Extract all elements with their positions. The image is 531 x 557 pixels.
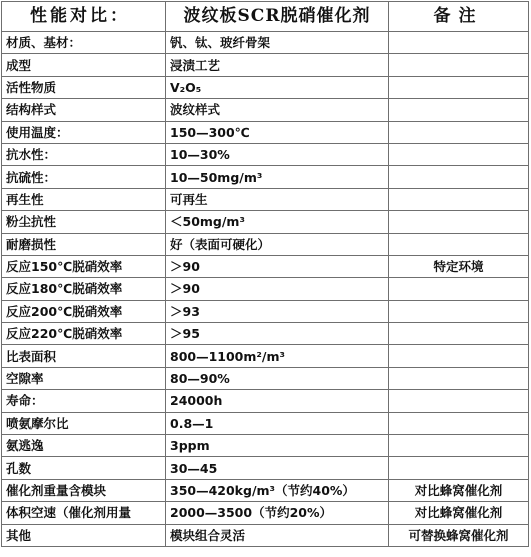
cell-label[interactable]: 其他 (2, 524, 166, 546)
table-row (2, 278, 529, 300)
cell-remark[interactable] (389, 435, 529, 457)
table-row (2, 54, 529, 76)
cell-value[interactable]: 350—420kg/m³（节约40%） (166, 479, 389, 501)
cell-label[interactable]: 反应220℃脱硝效率 (2, 323, 166, 345)
cell-label[interactable]: 比表面积 (2, 345, 166, 367)
cell-remark[interactable] (389, 367, 529, 389)
cell-value[interactable]: 浸渍工艺 (166, 54, 389, 76)
cell-remark[interactable] (389, 121, 529, 143)
cell-label[interactable]: 体积空速（催化剂用量 (2, 502, 166, 524)
table-row (2, 32, 529, 54)
table-row (2, 390, 529, 412)
header-remark[interactable]: 备注 (389, 2, 529, 32)
table-row (2, 524, 529, 546)
cell-label[interactable]: 反应150℃脱硝效率 (2, 255, 166, 277)
table-row (2, 166, 529, 188)
cell-value[interactable]: 0.8—1 (166, 412, 389, 434)
cell-label[interactable]: 喷氨摩尔比 (2, 412, 166, 434)
header-row (2, 2, 529, 32)
table-row (2, 435, 529, 457)
cell-value[interactable]: 800—1100m²/m³ (166, 345, 389, 367)
cell-remark[interactable]: 对比蜂窝催化剂 (389, 479, 529, 501)
cell-remark[interactable] (389, 32, 529, 54)
table-row (2, 502, 529, 524)
table-row (2, 143, 529, 165)
cell-value[interactable]: 钒、钛、玻纤骨架 (166, 32, 389, 54)
cell-remark[interactable]: 特定环境 (389, 255, 529, 277)
cell-label[interactable]: 再生性 (2, 188, 166, 210)
cell-remark[interactable] (389, 457, 529, 479)
cell-remark[interactable] (389, 278, 529, 300)
cell-remark[interactable]: 对比蜂窝催化剂 (389, 502, 529, 524)
cell-label[interactable]: 结构样式 (2, 99, 166, 121)
table-row (2, 76, 529, 98)
table-row (2, 188, 529, 210)
cell-value[interactable]: 3ppm (166, 435, 389, 457)
table-row (2, 457, 529, 479)
cell-value[interactable]: V₂O₅ (166, 76, 389, 98)
cell-label[interactable]: 反应180℃脱硝效率 (2, 278, 166, 300)
cell-label[interactable]: 抗硫性： (2, 166, 166, 188)
comparison-table (1, 1, 529, 547)
cell-remark[interactable] (389, 211, 529, 233)
cell-label[interactable]: 成型 (2, 54, 166, 76)
header-product[interactable]: 波纹板SCR脱硝催化剂 (166, 2, 389, 32)
table-row (2, 99, 529, 121)
cell-remark[interactable] (389, 166, 529, 188)
table-row (2, 323, 529, 345)
cell-remark[interactable] (389, 76, 529, 98)
cell-remark[interactable]: 可替换蜂窝催化剂 (389, 524, 529, 546)
table-row (2, 233, 529, 255)
cell-label[interactable]: 活性物质 (2, 76, 166, 98)
cell-value[interactable]: 30—45 (166, 457, 389, 479)
cell-remark[interactable] (389, 300, 529, 322)
cell-value[interactable]: 可再生 (166, 188, 389, 210)
table-row (2, 412, 529, 434)
cell-label[interactable]: 空隙率 (2, 367, 166, 389)
cell-label[interactable]: 耐磨损性 (2, 233, 166, 255)
cell-label[interactable]: 氨逃逸 (2, 435, 166, 457)
header-performance[interactable]: 性能对比： (2, 2, 166, 32)
cell-remark[interactable] (389, 188, 529, 210)
cell-remark[interactable] (389, 412, 529, 434)
table-row (2, 345, 529, 367)
cell-value[interactable]: 80—90% (166, 367, 389, 389)
cell-label[interactable]: 寿命： (2, 390, 166, 412)
cell-value[interactable]: ＜50mg/m³ (166, 211, 389, 233)
cell-value[interactable]: 10—50mg/m³ (166, 166, 389, 188)
cell-label[interactable]: 催化剂重量含模块 (2, 479, 166, 501)
cell-value[interactable]: 10—30% (166, 143, 389, 165)
cell-value[interactable]: 2000—3500（节约20%） (166, 502, 389, 524)
table-row (2, 121, 529, 143)
cell-remark[interactable] (389, 390, 529, 412)
cell-label[interactable]: 反应200℃脱硝效率 (2, 300, 166, 322)
cell-value[interactable]: 150—300℃ (166, 121, 389, 143)
table-row (2, 211, 529, 233)
cell-value[interactable]: ＞90 (166, 278, 389, 300)
table-row (2, 255, 529, 277)
cell-remark[interactable] (389, 345, 529, 367)
cell-remark[interactable] (389, 54, 529, 76)
cell-label[interactable]: 材质、基材： (2, 32, 166, 54)
cell-value[interactable]: 好（表面可硬化） (166, 233, 389, 255)
cell-value[interactable]: ＞90 (166, 255, 389, 277)
cell-value[interactable]: 24000h (166, 390, 389, 412)
cell-remark[interactable] (389, 143, 529, 165)
cell-value[interactable]: 模块组合灵活 (166, 524, 389, 546)
cell-value[interactable]: 波纹样式 (166, 99, 389, 121)
cell-remark[interactable] (389, 233, 529, 255)
cell-remark[interactable] (389, 323, 529, 345)
cell-label[interactable]: 使用温度： (2, 121, 166, 143)
cell-label[interactable]: 抗水性： (2, 143, 166, 165)
cell-value[interactable]: ＞95 (166, 323, 389, 345)
table-row (2, 367, 529, 389)
cell-label[interactable]: 粉尘抗性 (2, 211, 166, 233)
table-row (2, 479, 529, 501)
table-row (2, 300, 529, 322)
cell-label[interactable]: 孔数 (2, 457, 166, 479)
cell-remark[interactable] (389, 99, 529, 121)
cell-value[interactable]: ＞93 (166, 300, 389, 322)
